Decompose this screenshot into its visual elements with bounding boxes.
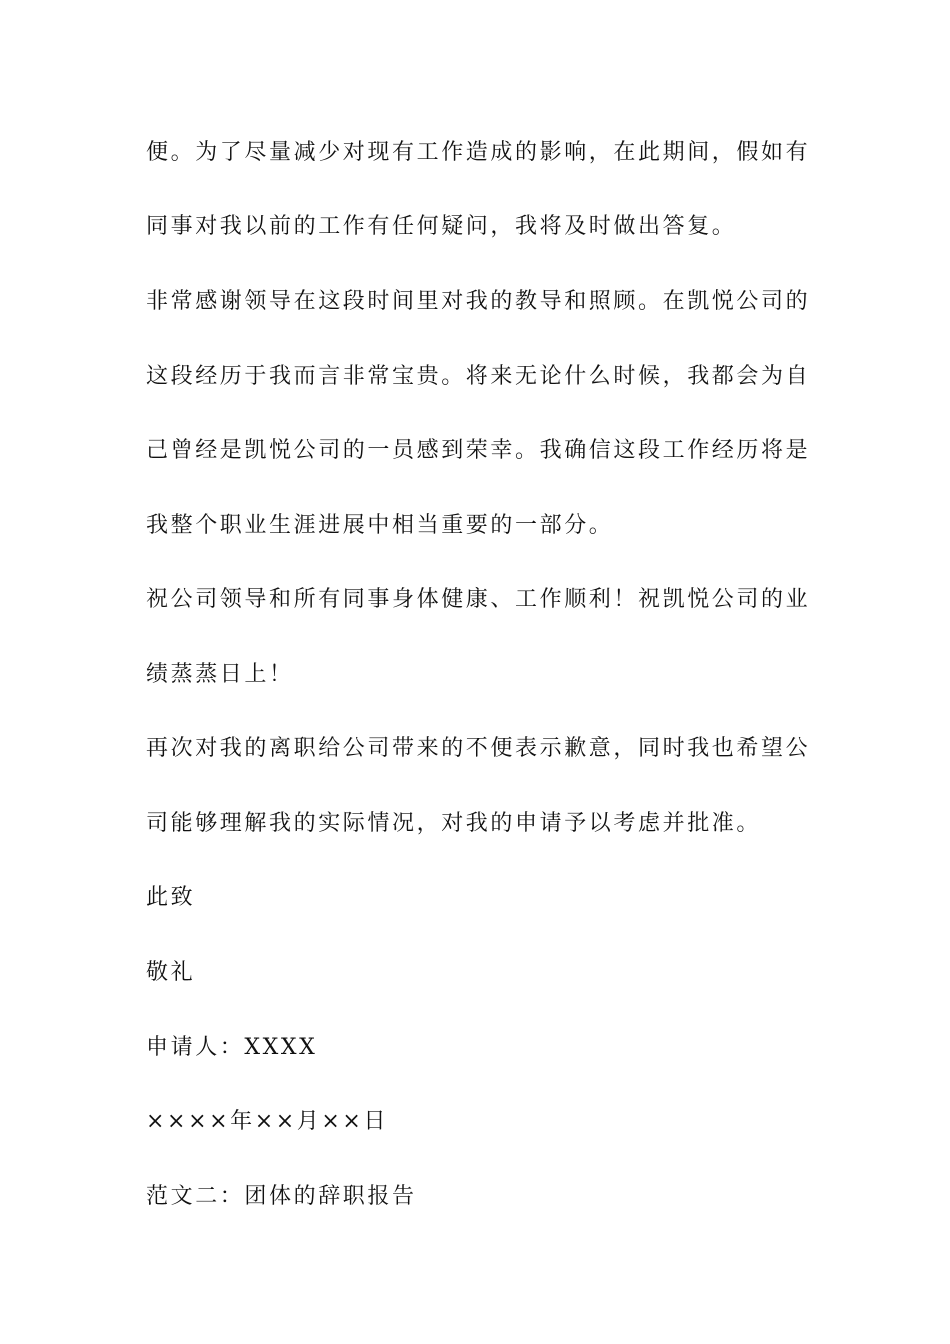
- text-line: 己曾经是凯悦公司的一员感到荣幸。我确信这段工作经历将是: [146, 438, 811, 463]
- date-line: ××××年××月××日: [146, 1109, 389, 1134]
- text-line: 同事对我以前的工作有任何疑问，我将及时做出答复。: [146, 214, 737, 239]
- section-heading: 范文二：团体的辞职报告: [146, 1184, 417, 1209]
- closing-regards: 敬礼: [146, 960, 196, 985]
- text-line: 再次对我的离职给公司带来的不便表示歉意，同时我也希望公: [146, 736, 811, 761]
- text-line: 祝公司领导和所有同事身体健康、工作顺利！祝凯悦公司的业: [146, 587, 811, 612]
- text-line: 绩蒸蒸日上！: [146, 662, 294, 687]
- text-line: 司能够理解我的实际情况，对我的申请予以考虑并批准。: [146, 811, 762, 836]
- text-line: 非常感谢领导在这段时间里对我的教导和照顾。在凯悦公司的: [146, 289, 811, 314]
- text-line: 这段经历于我而言非常宝贵。将来无论什么时候，我都会为自: [146, 364, 811, 389]
- closing-salutation: 此致: [146, 885, 196, 910]
- applicant-signature: 申请人：XXXX: [146, 1035, 318, 1060]
- text-line: 我整个职业生涯进展中相当重要的一部分。: [146, 513, 614, 538]
- text-line: 便。为了尽量减少对现有工作造成的影响，在此期间，假如有: [146, 140, 811, 165]
